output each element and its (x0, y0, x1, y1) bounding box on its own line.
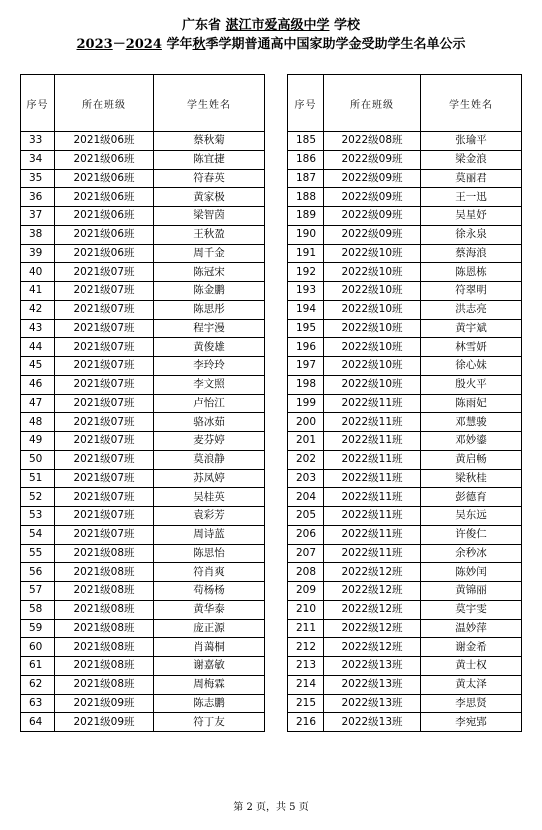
row-class: 2022级09班 (324, 169, 421, 188)
row-student-name: 蔡秋菊 (154, 132, 265, 151)
row-student-name: 黄太泽 (421, 675, 522, 694)
table-row (288, 150, 522, 169)
row-index: 203 (288, 469, 324, 488)
row-class: 2022级10班 (324, 338, 421, 357)
table-row (21, 244, 265, 263)
row-class: 2021级07班 (55, 469, 154, 488)
row-index: 185 (288, 132, 324, 151)
row-index: 208 (288, 563, 324, 582)
page-number: 第 2 页，共 5 页 (233, 802, 309, 813)
row-class: 2021级07班 (55, 450, 154, 469)
row-index: 200 (288, 413, 324, 432)
row-student-name: 陈冠宋 (154, 263, 265, 282)
row-index: 34 (21, 150, 55, 169)
row-class: 2021级08班 (55, 544, 154, 563)
row-student-name: 邓慧骏 (421, 413, 522, 432)
row-student-name: 邓妙鎏 (421, 432, 522, 451)
table-row (288, 169, 522, 188)
row-student-name: 徐永泉 (421, 225, 522, 244)
province-text: 广东省 (181, 18, 221, 33)
row-student-name: 陈志鹏 (154, 694, 265, 713)
row-class: 2021级07班 (55, 413, 154, 432)
row-index: 193 (288, 282, 324, 301)
row-class: 2021级07班 (55, 507, 154, 526)
table-row (21, 150, 265, 169)
row-student-name: 彭德育 (421, 488, 522, 507)
table-row (21, 338, 265, 357)
row-student-name: 周千金 (154, 244, 265, 263)
roster-table-left (20, 74, 265, 732)
row-student-name: 林雪妍 (421, 338, 522, 357)
row-class: 2022级10班 (324, 300, 421, 319)
row-index: 198 (288, 375, 324, 394)
row-index: 191 (288, 244, 324, 263)
row-student-name: 殷火平 (421, 375, 522, 394)
row-student-name: 梁智茵 (154, 207, 265, 226)
table-row (21, 357, 265, 376)
row-student-name: 陈宜捷 (154, 150, 265, 169)
table-row (288, 413, 522, 432)
row-class: 2021级06班 (55, 132, 154, 151)
row-student-name: 莫丽君 (421, 169, 522, 188)
table-row (288, 563, 522, 582)
row-index: 39 (21, 244, 55, 263)
row-index: 45 (21, 357, 55, 376)
table-row (288, 469, 522, 488)
row-index: 59 (21, 619, 55, 638)
row-student-name: 吴桂英 (154, 488, 265, 507)
document-title-line2 (0, 37, 542, 53)
row-class: 2022级09班 (324, 225, 421, 244)
row-index: 52 (21, 488, 55, 507)
academic-year-label: 学年 (166, 37, 193, 52)
row-index: 206 (288, 525, 324, 544)
row-class: 2021级07班 (55, 282, 154, 301)
table-row (21, 507, 265, 526)
row-index: 189 (288, 207, 324, 226)
row-student-name: 麦芬婷 (154, 432, 265, 451)
table-row (288, 488, 522, 507)
row-student-name: 谢嘉敏 (154, 657, 265, 676)
row-student-name: 黄俊雄 (154, 338, 265, 357)
row-student-name: 陈思彤 (154, 300, 265, 319)
row-student-name: 王一迅 (421, 188, 522, 207)
row-student-name: 肖蔼桐 (154, 638, 265, 657)
document-title-line1 (0, 18, 542, 34)
row-index: 186 (288, 150, 324, 169)
row-student-name: 程宇漫 (154, 319, 265, 338)
roster-table-right (287, 74, 522, 732)
row-student-name: 王秋盈 (154, 225, 265, 244)
row-index: 196 (288, 338, 324, 357)
table-row (21, 375, 265, 394)
row-index: 64 (21, 713, 55, 732)
row-class: 2022级09班 (324, 150, 421, 169)
row-class: 2021级06班 (55, 225, 154, 244)
row-index: 62 (21, 675, 55, 694)
row-class: 2022级10班 (324, 375, 421, 394)
term-name: 秋 (192, 37, 206, 52)
row-class: 2022级10班 (324, 282, 421, 301)
row-student-name: 蔡海浪 (421, 244, 522, 263)
table-row (21, 319, 265, 338)
table-row (288, 525, 522, 544)
row-index: 36 (21, 188, 55, 207)
row-class: 2022级11班 (324, 394, 421, 413)
row-class: 2022级11班 (324, 450, 421, 469)
row-student-name: 陈金鹏 (154, 282, 265, 301)
row-student-name: 庞正源 (154, 619, 265, 638)
row-student-name: 洪志亮 (421, 300, 522, 319)
table-row (288, 244, 522, 263)
row-student-name: 余秒冰 (421, 544, 522, 563)
row-class: 2022级09班 (324, 207, 421, 226)
row-index: 197 (288, 357, 324, 376)
table-row (288, 619, 522, 638)
row-student-name: 梁秋桂 (421, 469, 522, 488)
table-row (288, 357, 522, 376)
row-class: 2021级07班 (55, 319, 154, 338)
table-header-row (288, 75, 522, 132)
row-class: 2022级11班 (324, 413, 421, 432)
row-student-name: 张瑜平 (421, 132, 522, 151)
table-row (21, 619, 265, 638)
table-row (288, 188, 522, 207)
row-index: 210 (288, 600, 324, 619)
row-index: 42 (21, 300, 55, 319)
row-class: 2021级08班 (55, 600, 154, 619)
row-student-name: 陈恩栋 (421, 263, 522, 282)
row-class: 2022级10班 (324, 357, 421, 376)
table-row (288, 713, 522, 732)
row-student-name: 梁金浪 (421, 150, 522, 169)
row-class: 2022级11班 (324, 544, 421, 563)
row-student-name: 苏凤婷 (154, 469, 265, 488)
row-index: 212 (288, 638, 324, 657)
row-student-name: 骆冰茹 (154, 413, 265, 432)
row-index: 213 (288, 657, 324, 676)
row-class: 2022级12班 (324, 638, 421, 657)
row-class: 2021级07班 (55, 338, 154, 357)
row-index: 215 (288, 694, 324, 713)
row-class: 2022级11班 (324, 488, 421, 507)
table-row (288, 600, 522, 619)
row-class: 2021级06班 (55, 150, 154, 169)
table-row (288, 300, 522, 319)
row-student-name: 徐心妹 (421, 357, 522, 376)
table-row (288, 263, 522, 282)
table-row (288, 282, 522, 301)
header-class: 所在班级 (324, 75, 421, 132)
row-class: 2021级08班 (55, 675, 154, 694)
table-row (21, 413, 265, 432)
table-row (288, 132, 522, 151)
row-student-name: 周诗蓝 (154, 525, 265, 544)
row-class: 2022级10班 (324, 244, 421, 263)
table-row (288, 338, 522, 357)
row-student-name: 李玲玲 (154, 357, 265, 376)
school-name: 湛江市爱高级中学 (225, 18, 330, 33)
row-student-name: 吴东远 (421, 507, 522, 526)
table-row (21, 469, 265, 488)
row-index: 41 (21, 282, 55, 301)
row-class: 2021级08班 (55, 638, 154, 657)
row-class: 2022级10班 (324, 263, 421, 282)
row-index: 33 (21, 132, 55, 151)
row-class: 2022级10班 (324, 319, 421, 338)
row-student-name: 符翠明 (421, 282, 522, 301)
table-row (288, 694, 522, 713)
table-row (21, 169, 265, 188)
row-index: 60 (21, 638, 55, 657)
row-index: 211 (288, 619, 324, 638)
row-index: 58 (21, 600, 55, 619)
table-row (21, 694, 265, 713)
row-class: 2022级13班 (324, 713, 421, 732)
row-index: 48 (21, 413, 55, 432)
row-student-name: 符肖爽 (154, 563, 265, 582)
row-class: 2021级06班 (55, 244, 154, 263)
table-row (21, 638, 265, 657)
row-index: 61 (21, 657, 55, 676)
row-index: 57 (21, 582, 55, 601)
row-class: 2021级06班 (55, 188, 154, 207)
row-index: 49 (21, 432, 55, 451)
row-student-name: 苟杨杨 (154, 582, 265, 601)
row-class: 2022级13班 (324, 657, 421, 676)
table-row (21, 282, 265, 301)
row-class: 2021级07班 (55, 300, 154, 319)
row-student-name: 李思贤 (421, 694, 522, 713)
row-index: 44 (21, 338, 55, 357)
row-student-name: 李宛郢 (421, 713, 522, 732)
table-row (21, 207, 265, 226)
table-row (21, 450, 265, 469)
row-index: 202 (288, 450, 324, 469)
row-index: 46 (21, 375, 55, 394)
row-index: 38 (21, 225, 55, 244)
row-student-name: 陈妙闰 (421, 563, 522, 582)
table-row (21, 394, 265, 413)
table-header-row (21, 75, 265, 132)
row-student-name: 黄锦丽 (421, 582, 522, 601)
row-class: 2022级11班 (324, 525, 421, 544)
row-index: 47 (21, 394, 55, 413)
year-end: 2024 (125, 37, 162, 52)
row-index: 201 (288, 432, 324, 451)
row-student-name: 黄宇斌 (421, 319, 522, 338)
row-index: 190 (288, 225, 324, 244)
row-student-name: 黄启畅 (421, 450, 522, 469)
table-row (21, 600, 265, 619)
row-index: 199 (288, 394, 324, 413)
row-student-name: 李文照 (154, 375, 265, 394)
header-class: 所在班级 (55, 75, 154, 132)
row-student-name: 符丁友 (154, 713, 265, 732)
school-suffix: 学校 (334, 18, 361, 33)
row-student-name: 陈雨妃 (421, 394, 522, 413)
table-row (288, 394, 522, 413)
row-class: 2022级12班 (324, 619, 421, 638)
title-rest: 季学期普通高中国家助学金受助学生名单公示 (205, 37, 466, 52)
row-index: 195 (288, 319, 324, 338)
row-index: 205 (288, 507, 324, 526)
row-index: 204 (288, 488, 324, 507)
row-class: 2022级09班 (324, 188, 421, 207)
row-index: 63 (21, 694, 55, 713)
row-class: 2021级07班 (55, 525, 154, 544)
row-index: 187 (288, 169, 324, 188)
row-class: 2021级07班 (55, 432, 154, 451)
row-class: 2022级12班 (324, 582, 421, 601)
table-row (288, 207, 522, 226)
row-student-name: 莫浪静 (154, 450, 265, 469)
table-row (288, 450, 522, 469)
row-student-name: 温妙萍 (421, 619, 522, 638)
table-row (288, 432, 522, 451)
row-class: 2022级13班 (324, 675, 421, 694)
table-row (288, 375, 522, 394)
row-index: 51 (21, 469, 55, 488)
year-start: 2023 (76, 37, 113, 52)
table-row (21, 563, 265, 582)
row-class: 2021级09班 (55, 713, 154, 732)
table-row (21, 657, 265, 676)
table-row (288, 638, 522, 657)
row-class: 2021级08班 (55, 563, 154, 582)
table-row (288, 582, 522, 601)
row-index: 209 (288, 582, 324, 601)
row-index: 50 (21, 450, 55, 469)
row-class: 2022级12班 (324, 600, 421, 619)
table-row (21, 544, 265, 563)
row-index: 214 (288, 675, 324, 694)
row-student-name: 卢怡江 (154, 394, 265, 413)
row-class: 2021级07班 (55, 394, 154, 413)
row-class: 2021级07班 (55, 375, 154, 394)
row-index: 56 (21, 563, 55, 582)
row-index: 188 (288, 188, 324, 207)
table-row (288, 657, 522, 676)
table-row (21, 188, 265, 207)
table-row (21, 225, 265, 244)
header-student-name: 学生姓名 (421, 75, 522, 132)
table-row (21, 300, 265, 319)
row-class: 2022级13班 (324, 694, 421, 713)
row-class: 2022级08班 (324, 132, 421, 151)
row-index: 40 (21, 263, 55, 282)
row-student-name: 周梅霖 (154, 675, 265, 694)
row-index: 53 (21, 507, 55, 526)
table-row (21, 488, 265, 507)
row-class: 2022级11班 (324, 432, 421, 451)
row-class: 2021级08班 (55, 582, 154, 601)
row-index: 37 (21, 207, 55, 226)
row-index: 54 (21, 525, 55, 544)
table-row (21, 525, 265, 544)
table-row (288, 319, 522, 338)
table-row (21, 432, 265, 451)
row-class: 2021级07班 (55, 488, 154, 507)
row-student-name: 莫宇雯 (421, 600, 522, 619)
row-student-name: 吴星妤 (421, 207, 522, 226)
header-index: 序号 (288, 75, 324, 132)
row-index: 207 (288, 544, 324, 563)
row-index: 35 (21, 169, 55, 188)
row-student-name: 黄家极 (154, 188, 265, 207)
row-class: 2021级09班 (55, 694, 154, 713)
row-class: 2021级06班 (55, 207, 154, 226)
row-class: 2021级08班 (55, 657, 154, 676)
table-row (288, 675, 522, 694)
row-class: 2021级07班 (55, 263, 154, 282)
table-row (21, 263, 265, 282)
table-row (21, 713, 265, 732)
row-student-name: 袁彩芳 (154, 507, 265, 526)
table-row (21, 582, 265, 601)
row-student-name: 符春英 (154, 169, 265, 188)
row-index: 194 (288, 300, 324, 319)
row-class: 2021级07班 (55, 357, 154, 376)
table-row (21, 132, 265, 151)
row-index: 192 (288, 263, 324, 282)
row-class: 2021级06班 (55, 169, 154, 188)
year-dash: － (112, 37, 126, 52)
table-row (288, 544, 522, 563)
row-class: 2022级11班 (324, 507, 421, 526)
table-row (288, 225, 522, 244)
header-student-name: 学生姓名 (154, 75, 265, 132)
table-row (288, 507, 522, 526)
header-index: 序号 (21, 75, 55, 132)
row-student-name: 许俊仁 (421, 525, 522, 544)
row-index: 43 (21, 319, 55, 338)
row-class: 2022级11班 (324, 469, 421, 488)
row-index: 216 (288, 713, 324, 732)
row-student-name: 黄士权 (421, 657, 522, 676)
row-student-name: 黄华泰 (154, 600, 265, 619)
table-row (21, 675, 265, 694)
row-index: 55 (21, 544, 55, 563)
row-student-name: 谢金希 (421, 638, 522, 657)
row-student-name: 陈思怡 (154, 544, 265, 563)
row-class: 2022级12班 (324, 563, 421, 582)
row-class: 2021级08班 (55, 619, 154, 638)
